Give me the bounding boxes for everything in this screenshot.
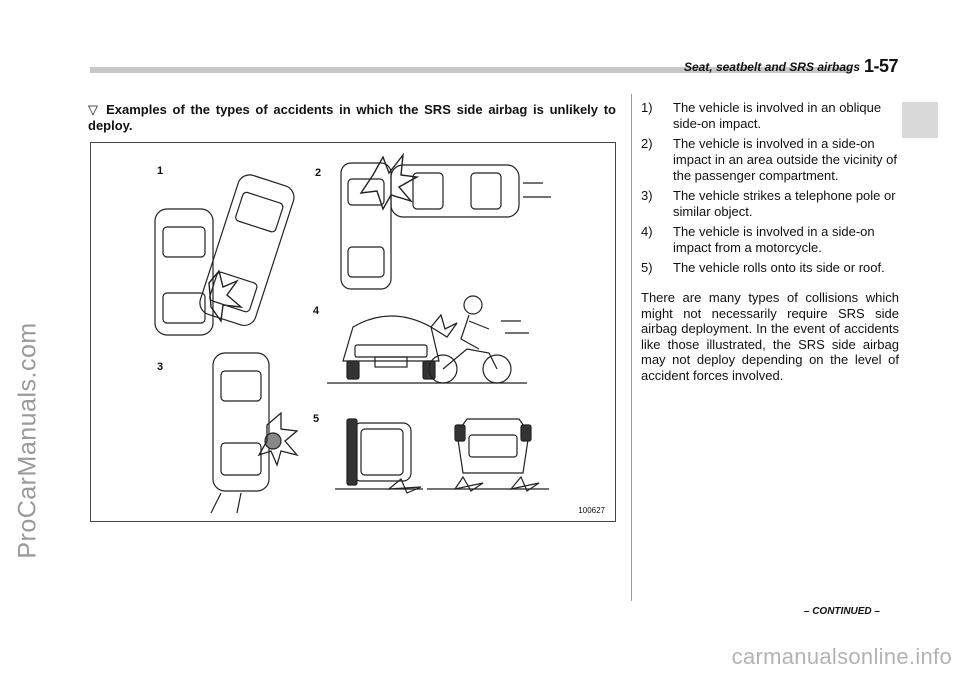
- scene-5-rollover: [335, 419, 549, 493]
- figure-label-4: 4: [313, 305, 320, 317]
- list-item-text: The vehicle is involved in a side-on impact from a motorcycle.: [673, 224, 875, 255]
- caption-text: Examples of the types of accidents in which the SRS side airbag is unlikely to deploy.: [88, 102, 617, 133]
- scene-1-oblique-impact: [155, 172, 297, 335]
- figure-code: 100627: [578, 506, 605, 515]
- section-tab: [902, 102, 938, 138]
- accident-type-list: [641, 100, 899, 280]
- triangle-marker-icon: ▽: [88, 102, 101, 117]
- section-title: Seat, seatbelt and SRS airbags: [683, 60, 860, 74]
- accident-drawing: [91, 143, 617, 523]
- page-number: 1-57: [863, 56, 898, 76]
- list-item-text: The vehicle is involved in a side-on impact in an area outside the vicinity of the passenger compartment.: [673, 136, 898, 183]
- figure-label-2: 2: [315, 167, 322, 179]
- column-divider: [631, 94, 632, 601]
- list-item: [641, 188, 899, 220]
- figure-label-1: 1: [157, 165, 164, 177]
- watermark-left-text: ProCarManuals.com: [13, 321, 42, 559]
- list-item-text: The vehicle strikes a telephone pole or similar object.: [673, 188, 896, 219]
- list-item-number: 1): [641, 100, 653, 115]
- list-item-text: The vehicle is involved in an oblique side-on impact.: [673, 100, 882, 131]
- list-item: [641, 100, 899, 132]
- list-item-text: The vehicle rolls onto its side or roof.: [673, 260, 885, 275]
- list-item-number: 5): [641, 260, 653, 275]
- figure-label-5: 5: [313, 413, 320, 425]
- list-item: [641, 136, 899, 184]
- scene-3-pole-impact: [211, 353, 297, 513]
- figure-label-3: 3: [157, 361, 164, 373]
- scene-4-motorcycle-impact: [327, 296, 529, 383]
- watermark-left: [8, 210, 48, 670]
- explanation-paragraph: There are many types of collisions which might not necessarily require SRS side airbag deployment. In the event of accidents like those illustrated, the SRS side airbag may not deploy depending on the level of accident forces involved.: [641, 290, 899, 383]
- list-item-number: 2): [641, 136, 653, 151]
- accident-illustration: [90, 142, 616, 522]
- list-item: [641, 260, 899, 276]
- continued-marker: – CONTINUED –: [803, 606, 880, 617]
- watermark-bottom: carmanualsonline.info: [731, 644, 952, 669]
- figure-caption: [88, 102, 616, 134]
- scene-2-side-impact-front: [341, 155, 551, 289]
- list-item-number: 3): [641, 188, 653, 203]
- list-item: [641, 224, 899, 256]
- list-item-number: 4): [641, 224, 653, 239]
